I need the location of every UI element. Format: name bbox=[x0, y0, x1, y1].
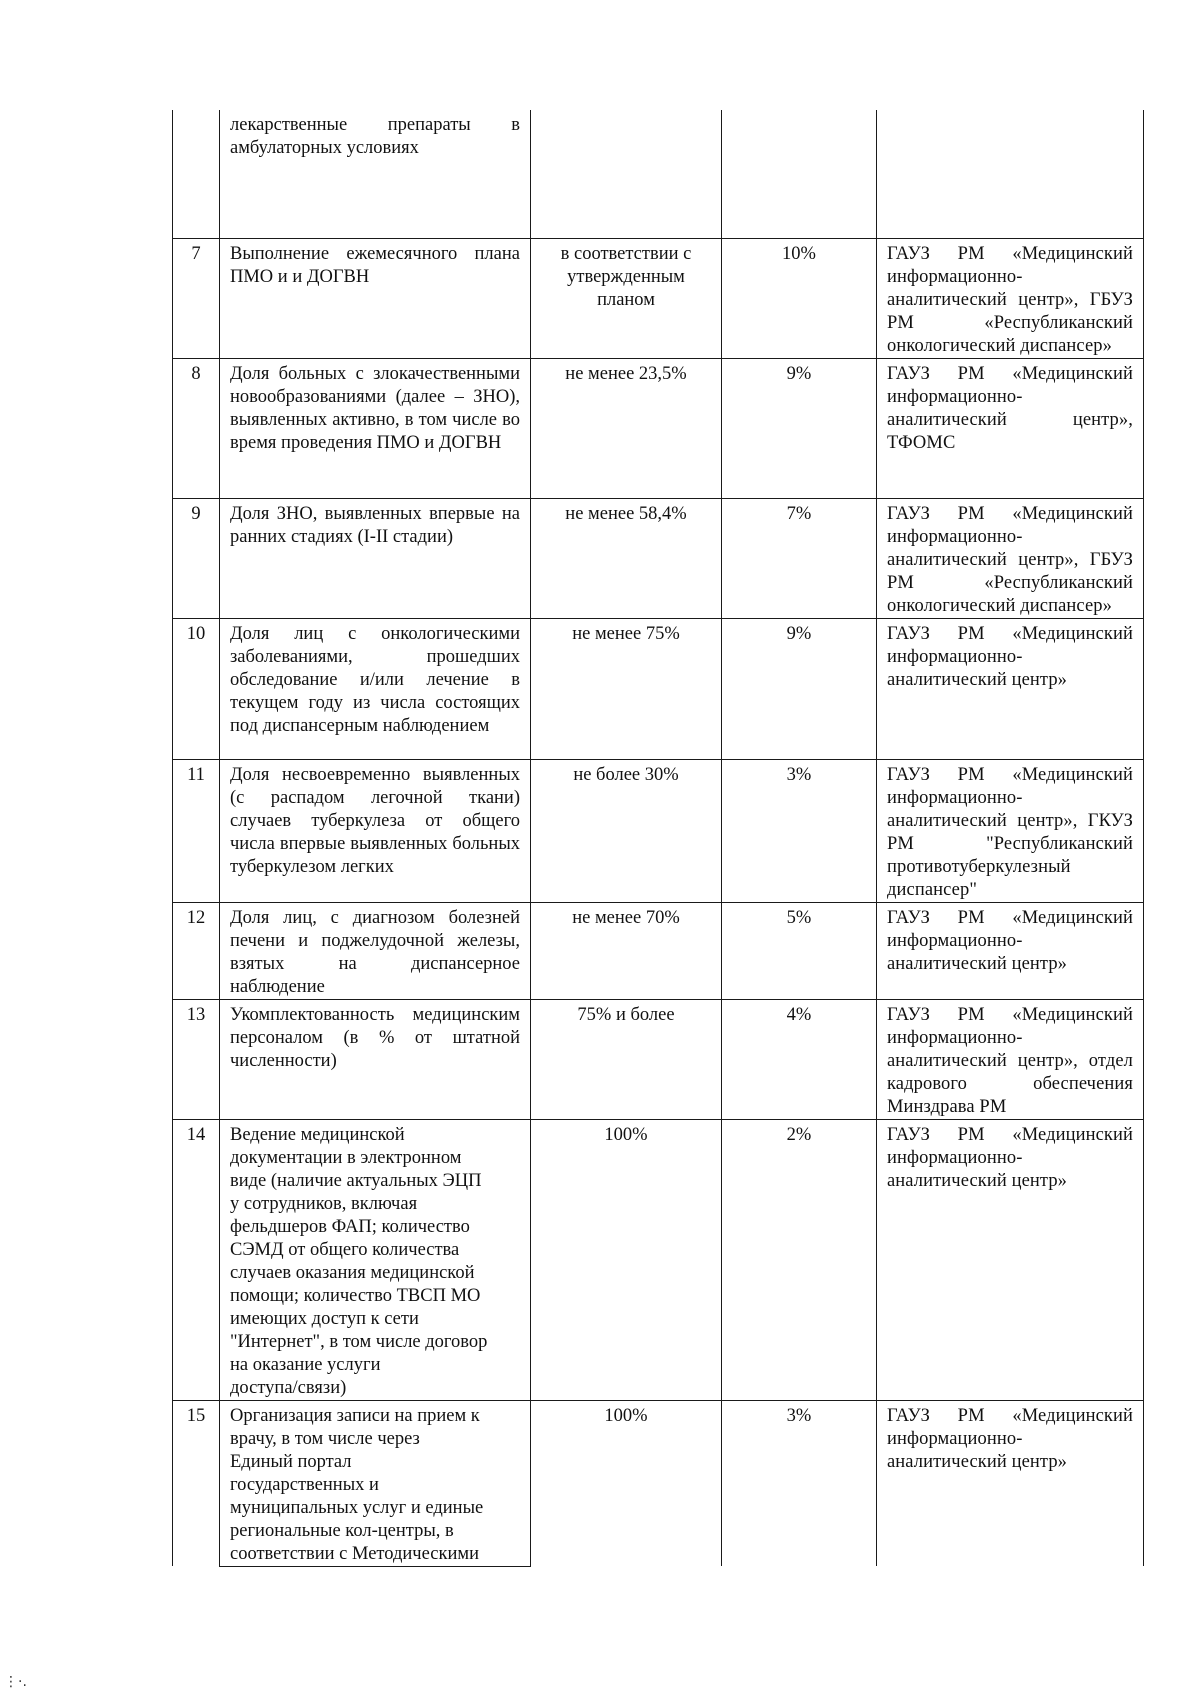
table-row bbox=[173, 902, 1144, 999]
data-source: ГАУЗ РМ «Медицинский информационно-аналитический центр» bbox=[877, 618, 1144, 759]
target-value: не менее 70% bbox=[531, 902, 722, 999]
data-source: ГАУЗ РМ «Медицинский информационно-аналитический центр», ГБУЗ РМ «Республиканский онкологический диспансер» bbox=[877, 238, 1144, 358]
target-value: не менее 75% bbox=[531, 618, 722, 759]
data-source: ГАУЗ РМ «Медицинский информационно-аналитический центр» bbox=[877, 1400, 1144, 1566]
weight-value: 5% bbox=[722, 902, 877, 999]
target-value: не менее 23,5% bbox=[531, 358, 722, 498]
weight-value: 3% bbox=[722, 759, 877, 902]
weight-value: 7% bbox=[722, 498, 877, 618]
weight-value: 9% bbox=[722, 618, 877, 759]
table-row bbox=[173, 759, 1144, 902]
target-value: 100% bbox=[531, 1400, 722, 1566]
data-source: ГАУЗ РМ «Медицинский информационно-аналитический центр», отдел кадрового обеспечения Минздрава РМ bbox=[877, 999, 1144, 1119]
weight-value: 2% bbox=[722, 1119, 877, 1400]
table-row bbox=[173, 110, 1144, 238]
data-source: ГАУЗ РМ «Медицинский информационно-аналитический центр» bbox=[877, 1119, 1144, 1400]
data-source: ГАУЗ РМ «Медицинский информационно-аналитический центр», ГБУЗ РМ «Республиканский онкологический диспансер» bbox=[877, 498, 1144, 618]
table-row bbox=[173, 238, 1144, 358]
indicator-name: Доля несвоевременно выявленных (с распадом легочной ткани) случаев туберкулеза от общего числа впервые выявленных больных туберкулезом легких bbox=[220, 759, 531, 902]
weight-value: 9% bbox=[722, 358, 877, 498]
target-value: не менее 58,4% bbox=[531, 498, 722, 618]
indicator-name: Укомплектованность медицинским персоналом (в % от штатной численности) bbox=[220, 999, 531, 1119]
indicator-name: Организация записи на прием к врачу, в том числе через Единый портал государственных и муниципальных услуг и единые региональные кол-центры, в соответствии с Методическими bbox=[220, 1400, 531, 1566]
row-number bbox=[173, 110, 220, 238]
table-row bbox=[173, 1119, 1144, 1400]
table-row bbox=[173, 999, 1144, 1119]
row-number: 14 bbox=[173, 1119, 220, 1400]
indicator-name: Ведение медицинской документации в электронном виде (наличие актуальных ЭЦП у сотрудников, включая фельдшеров ФАП; количество СЭМД от общего количества случаев оказания медицинской помощи; количество ТВСП МО имеющих доступ к сети "Интернет", в том числе договор на оказание услуги доступа/связи) bbox=[220, 1119, 531, 1400]
indicator-name: Выполнение ежемесячного плана ПМО и и ДОГВН bbox=[220, 238, 531, 358]
target-value: не более 30% bbox=[531, 759, 722, 902]
row-number: 8 bbox=[173, 358, 220, 498]
target-value: 100% bbox=[531, 1119, 722, 1400]
data-source: ГАУЗ РМ «Медицинский информационно-аналитический центр» bbox=[877, 902, 1144, 999]
margin-scan-mark: ⋮·. bbox=[4, 1674, 27, 1690]
table-row bbox=[173, 618, 1144, 759]
data-source: ГАУЗ РМ «Медицинский информационно-аналитический центр», ТФОМС bbox=[877, 358, 1144, 498]
row-number: 10 bbox=[173, 618, 220, 759]
row-number: 7 bbox=[173, 238, 220, 358]
target-value bbox=[531, 110, 722, 238]
row-number: 13 bbox=[173, 999, 220, 1119]
row-number: 12 bbox=[173, 902, 220, 999]
indicators-table bbox=[172, 110, 1144, 1567]
target-value: 75% и более bbox=[531, 999, 722, 1119]
table-row bbox=[173, 1400, 1144, 1566]
weight-value: 4% bbox=[722, 999, 877, 1119]
weight-value bbox=[722, 110, 877, 238]
indicator-name: Доля ЗНО, выявленных впервые на ранних стадиях (I-II стадии) bbox=[220, 498, 531, 618]
row-number: 11 bbox=[173, 759, 220, 902]
table-row bbox=[173, 358, 1144, 498]
data-source bbox=[877, 110, 1144, 238]
row-number: 9 bbox=[173, 498, 220, 618]
weight-value: 3% bbox=[722, 1400, 877, 1566]
data-source: ГАУЗ РМ «Медицинский информационно-аналитический центр», ГКУЗ РМ "Республиканский противотуберкулезный диспансер" bbox=[877, 759, 1144, 902]
indicator-name: Доля лиц с онкологическими заболеваниями, прошедших обследование и/или лечение в текущем году из числа состоящих под диспансерным наблюдением bbox=[220, 618, 531, 759]
row-number: 15 bbox=[173, 1400, 220, 1566]
indicator-name: Доля лиц, с диагнозом болезней печени и поджелудочной железы, взятых на диспансерное наблюдение bbox=[220, 902, 531, 999]
indicator-name: Доля больных с злокачественными новообразованиями (далее – ЗНО), выявленных активно, в том числе во время проведения ПМО и ДОГВН bbox=[220, 358, 531, 498]
target-value: в соответствии с утвержденным планом bbox=[531, 238, 722, 358]
weight-value: 10% bbox=[722, 238, 877, 358]
indicator-name: лекарственные препараты в амбулаторных условиях bbox=[220, 110, 531, 238]
table-row bbox=[173, 498, 1144, 618]
